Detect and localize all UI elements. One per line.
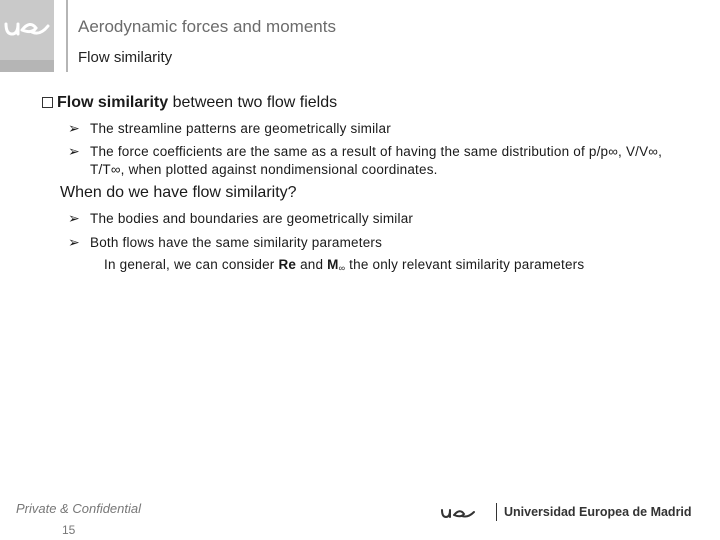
ue-logo-icon: [440, 505, 494, 521]
section1-bold: Flow similarity: [57, 94, 169, 111]
infinity-subscript: ∞: [338, 263, 346, 273]
section1-item-1-text: The streamline patterns are geometrically similar: [90, 121, 391, 136]
general-statement: [104, 257, 584, 273]
header-divider: [66, 0, 68, 72]
square-bullet-icon: [42, 97, 53, 108]
re-symbol: Re: [278, 257, 297, 272]
section2-item-2: [68, 234, 382, 251]
arrow-bullet-icon: ➢: [68, 143, 80, 159]
arrow-bullet-icon: ➢: [68, 234, 80, 250]
arrow-bullet-icon: ➢: [68, 210, 80, 226]
section1-item-2-text: The force coefficients are the same as a result of having the same distribution of p/p∞, V/V∞,: [90, 144, 663, 159]
footer-confidential: Private & Confidential: [16, 501, 142, 516]
section1-item-2-cont: T/T∞, when plotted against nondimensional coordinates.: [90, 162, 438, 177]
slide-subtitle: Flow similarity: [78, 49, 173, 66]
mach-symbol: M: [327, 257, 339, 272]
logo-bar: [0, 60, 54, 72]
section2-item-1: [68, 210, 413, 227]
section1-heading: [42, 94, 337, 112]
general-and: and: [296, 257, 328, 272]
slide-title: Aerodynamic forces and moments: [78, 17, 336, 36]
footer-divider: [496, 503, 497, 521]
arrow-bullet-icon: ➢: [68, 120, 80, 136]
section2-question: When do we have flow similarity?: [60, 184, 297, 201]
section1-item-1: [68, 120, 391, 137]
ue-logo-icon: [2, 14, 52, 44]
section2-item-2-text: Both flows have the same similarity parameters: [90, 235, 383, 250]
page-number: 15: [62, 523, 76, 537]
section1-rest: between two flow fields: [168, 94, 338, 111]
general-post: the only relevant similarity parameters: [345, 257, 585, 272]
general-pre: In general, we can consider: [104, 257, 279, 272]
footer-university: Universidad Europea de Madrid: [504, 505, 692, 519]
section1-item-2: [68, 143, 662, 160]
section2-item-1-text: The bodies and boundaries are geometrically similar: [90, 211, 414, 226]
header-logo-box: [0, 0, 54, 72]
